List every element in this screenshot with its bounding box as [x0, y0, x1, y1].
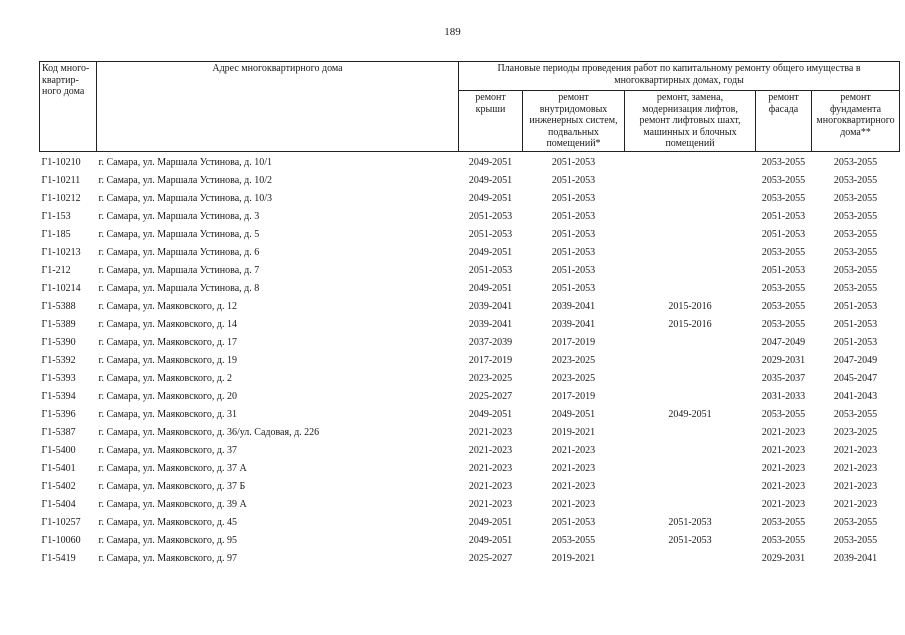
- cell-code: Г1-212: [41, 264, 71, 276]
- cell-lifts: [625, 262, 756, 280]
- header-code: Код много-квартир-ного дома: [40, 62, 97, 152]
- cell-code: Г1-10210: [41, 156, 81, 168]
- cell-address: г. Самара, ул. Маяковского, д. 37 Б: [98, 480, 246, 492]
- cell-lifts: [625, 208, 756, 226]
- cell-foundation: 2051-2053: [833, 318, 878, 330]
- cell-foundation: 2053-2055: [833, 534, 878, 546]
- cell-foundation: 2053-2055: [833, 228, 878, 240]
- cell-facade: 2021-2023: [761, 462, 806, 474]
- cell-roof: 2021-2023: [468, 426, 513, 438]
- cell-roof: 2021-2023: [468, 462, 513, 474]
- cell-foundation: 2053-2055: [833, 264, 878, 276]
- header-foundation: ремонт фундамента многоквартирного дома**: [812, 91, 900, 152]
- cell-code: Г1-5419: [41, 552, 76, 564]
- table-row: [40, 262, 900, 280]
- capital-repair-table: [39, 61, 900, 568]
- table-row: [40, 460, 900, 478]
- cell-roof: 2051-2053: [468, 210, 513, 222]
- cell-roof: 2049-2051: [468, 516, 513, 528]
- header-lifts: ремонт, замена, модернизация лифтов, ремонт лифтовых шахт, машинных и блочных помещений: [625, 91, 756, 152]
- cell-foundation: 2023-2025: [833, 426, 878, 438]
- table-row: [40, 151, 900, 172]
- cell-address: г. Самара, ул. Маяковского, д. 37 А: [98, 462, 247, 474]
- cell-lifts: [625, 334, 756, 352]
- header-roof: ремонт крыши: [459, 91, 523, 152]
- cell-roof: 2049-2051: [468, 174, 513, 186]
- cell-roof: 2025-2027: [468, 390, 513, 402]
- table-row: [40, 424, 900, 442]
- cell-roof: 2021-2023: [468, 480, 513, 492]
- cell-facade: 2053-2055: [761, 282, 806, 294]
- cell-roof: 2049-2051: [468, 282, 513, 294]
- cell-code: Г1-5393: [41, 372, 76, 384]
- cell-lifts: [625, 226, 756, 244]
- cell-roof: 2023-2025: [468, 372, 513, 384]
- cell-facade: 2053-2055: [761, 300, 806, 312]
- cell-lifts: [625, 478, 756, 496]
- cell-roof: 2039-2041: [468, 318, 513, 330]
- cell-facade: 2053-2055: [761, 192, 806, 204]
- cell-address: г. Самара, ул. Маяковского, д. 19: [98, 354, 237, 366]
- cell-lifts: 2051-2053: [668, 516, 712, 528]
- table-row: [40, 496, 900, 514]
- cell-foundation: 2051-2053: [833, 336, 878, 348]
- cell-foundation: 2021-2023: [833, 462, 878, 474]
- cell-foundation: 2021-2023: [833, 498, 878, 510]
- cell-foundation: 2053-2055: [833, 174, 878, 186]
- cell-address: г. Самара, ул. Маяковского, д. 14: [98, 318, 237, 330]
- table-row: [40, 370, 900, 388]
- cell-foundation: 2053-2055: [833, 156, 878, 168]
- cell-code: Г1-185: [41, 228, 71, 240]
- cell-lifts: [625, 388, 756, 406]
- cell-foundation: 2053-2055: [833, 246, 878, 258]
- cell-facade: 2047-2049: [761, 336, 806, 348]
- cell-facade: 2035-2037: [761, 372, 806, 384]
- cell-code: Г1-10214: [41, 282, 81, 294]
- cell-lifts: [625, 550, 756, 568]
- table-row: [40, 388, 900, 406]
- table-row: [40, 352, 900, 370]
- cell-facade: 2053-2055: [761, 246, 806, 258]
- table-row: [40, 280, 900, 298]
- cell-roof: 2051-2053: [468, 228, 513, 240]
- cell-foundation: 2053-2055: [833, 192, 878, 204]
- header-address: Адрес многоквартирного дома: [97, 62, 459, 152]
- cell-address: г. Самара, ул. Маршала Устинова, д. 8: [98, 282, 260, 294]
- table-row: [40, 316, 900, 334]
- cell-address: г. Самара, ул. Маяковского, д. 36/ул. Садовая, д. 226: [98, 426, 320, 438]
- cell-code: Г1-5404: [41, 498, 76, 510]
- cell-foundation: 2053-2055: [833, 282, 878, 294]
- cell-foundation: 2041-2043: [833, 390, 878, 402]
- cell-facade: 2053-2055: [761, 408, 806, 420]
- cell-foundation: 2021-2023: [833, 480, 878, 492]
- cell-code: Г1-10213: [41, 246, 81, 258]
- cell-engineering: 2023-2025: [551, 354, 596, 366]
- cell-code: Г1-5387: [41, 426, 76, 438]
- cell-engineering: 2039-2041: [551, 318, 596, 330]
- cell-address: г. Самара, ул. Маршала Устинова, д. 10/2: [98, 174, 273, 186]
- cell-engineering: 2053-2055: [551, 534, 596, 546]
- header-engineering: ремонт внутридомовых инженерных систем, подвальных помещений*: [523, 91, 625, 152]
- cell-lifts: [625, 280, 756, 298]
- cell-foundation: 2053-2055: [833, 516, 878, 528]
- cell-engineering: 2039-2041: [551, 300, 596, 312]
- cell-roof: 2049-2051: [468, 408, 513, 420]
- cell-lifts: [625, 424, 756, 442]
- cell-roof: 2037-2039: [468, 336, 513, 348]
- cell-engineering: 2017-2019: [551, 336, 596, 348]
- cell-code: Г1-10211: [41, 174, 81, 186]
- cell-roof: 2049-2051: [468, 192, 513, 204]
- table-row: [40, 226, 900, 244]
- cell-address: г. Самара, ул. Маяковского, д. 97: [98, 552, 237, 564]
- cell-roof: 2049-2051: [468, 534, 513, 546]
- cell-code: Г1-5388: [41, 300, 76, 312]
- table-row: [40, 172, 900, 190]
- cell-engineering: 2021-2023: [551, 480, 596, 492]
- cell-engineering: 2051-2053: [551, 516, 596, 528]
- cell-lifts: 2049-2051: [668, 408, 712, 420]
- cell-lifts: [625, 190, 756, 208]
- cell-engineering: 2051-2053: [551, 192, 596, 204]
- cell-facade: 2051-2053: [761, 264, 806, 276]
- cell-roof: 2039-2041: [468, 300, 513, 312]
- cell-roof: 2051-2053: [468, 264, 513, 276]
- cell-lifts: [625, 496, 756, 514]
- cell-engineering: 2023-2025: [551, 372, 596, 384]
- cell-address: г. Самара, ул. Маршала Устинова, д. 3: [98, 210, 260, 222]
- cell-code: Г1-5394: [41, 390, 76, 402]
- table-row: [40, 244, 900, 262]
- cell-address: г. Самара, ул. Маршала Устинова, д. 10/1: [98, 156, 273, 168]
- cell-engineering: 2051-2053: [551, 156, 596, 168]
- cell-lifts: [625, 244, 756, 262]
- cell-engineering: 2051-2053: [551, 228, 596, 240]
- cell-facade: 2021-2023: [761, 426, 806, 438]
- cell-facade: 2053-2055: [761, 534, 806, 546]
- cell-roof: 2017-2019: [468, 354, 513, 366]
- cell-engineering: 2051-2053: [551, 210, 596, 222]
- cell-address: г. Самара, ул. Маяковского, д. 39 А: [98, 498, 247, 510]
- page-number: 189: [444, 26, 461, 38]
- table-row: [40, 478, 900, 496]
- cell-foundation: 2047-2049: [833, 354, 878, 366]
- cell-facade: 2029-2031: [761, 552, 806, 564]
- cell-facade: 2021-2023: [761, 444, 806, 456]
- cell-engineering: 2021-2023: [551, 498, 596, 510]
- cell-code: Г1-10060: [41, 534, 81, 546]
- table-row: [40, 298, 900, 316]
- cell-lifts: [625, 370, 756, 388]
- cell-lifts: 2015-2016: [668, 318, 712, 330]
- cell-foundation: 2021-2023: [833, 444, 878, 456]
- table-row: [40, 190, 900, 208]
- cell-code: Г1-5396: [41, 408, 76, 420]
- cell-facade: 2021-2023: [761, 498, 806, 510]
- cell-foundation: 2045-2047: [833, 372, 878, 384]
- cell-lifts: [625, 352, 756, 370]
- cell-code: Г1-5402: [41, 480, 76, 492]
- cell-foundation: 2051-2053: [833, 300, 878, 312]
- cell-lifts: [625, 460, 756, 478]
- cell-address: г. Самара, ул. Маяковского, д. 2: [98, 372, 232, 384]
- cell-code: Г1-10257: [41, 516, 81, 528]
- table-row: [40, 514, 900, 532]
- cell-roof: 2049-2051: [468, 156, 513, 168]
- cell-roof: 2021-2023: [468, 444, 513, 456]
- cell-lifts: 2051-2053: [668, 534, 712, 546]
- cell-facade: 2051-2053: [761, 228, 806, 240]
- cell-engineering: 2051-2053: [551, 282, 596, 294]
- cell-lifts: [625, 442, 756, 460]
- cell-engineering: 2021-2023: [551, 444, 596, 456]
- table-row: [40, 550, 900, 568]
- table-row: [40, 442, 900, 460]
- cell-code: Г1-153: [41, 210, 71, 222]
- cell-facade: 2053-2055: [761, 516, 806, 528]
- header-periods-group: Плановые периоды проведения работ по капитальному ремонту общего имущества в многоквартирных домах, годы: [459, 62, 900, 91]
- cell-lifts: [625, 172, 756, 190]
- cell-roof: 2021-2023: [468, 498, 513, 510]
- cell-engineering: 2051-2053: [551, 246, 596, 258]
- cell-engineering: 2021-2023: [551, 462, 596, 474]
- table-row: [40, 406, 900, 424]
- cell-address: г. Самара, ул. Маршала Устинова, д. 7: [98, 264, 260, 276]
- cell-engineering: 2051-2053: [551, 174, 596, 186]
- cell-roof: 2049-2051: [468, 246, 513, 258]
- cell-foundation: 2053-2055: [833, 210, 878, 222]
- cell-facade: 2051-2053: [761, 210, 806, 222]
- cell-code: Г1-5392: [41, 354, 76, 366]
- table-row: [40, 334, 900, 352]
- cell-lifts: 2015-2016: [668, 300, 712, 312]
- table-body: [40, 151, 900, 568]
- cell-code: Г1-10212: [41, 192, 81, 204]
- cell-code: Г1-5389: [41, 318, 76, 330]
- cell-facade: 2029-2031: [761, 354, 806, 366]
- header-facade: ремонт фасада: [756, 91, 812, 152]
- cell-address: г. Самара, ул. Маяковского, д. 31: [98, 408, 237, 420]
- table-row: [40, 532, 900, 550]
- cell-address: г. Самара, ул. Маршала Устинова, д. 10/3: [98, 192, 273, 204]
- cell-address: г. Самара, ул. Маяковского, д. 12: [98, 300, 237, 312]
- cell-engineering: 2019-2021: [551, 426, 596, 438]
- cell-roof: 2025-2027: [468, 552, 513, 564]
- cell-address: г. Самара, ул. Маяковского, д. 95: [98, 534, 237, 546]
- cell-facade: 2053-2055: [761, 156, 806, 168]
- cell-foundation: 2039-2041: [833, 552, 878, 564]
- cell-code: Г1-5401: [41, 462, 76, 474]
- cell-facade: 2021-2023: [761, 480, 806, 492]
- cell-lifts: [625, 151, 756, 172]
- cell-engineering: 2051-2053: [551, 264, 596, 276]
- cell-address: г. Самара, ул. Маяковского, д. 20: [98, 390, 237, 402]
- cell-foundation: 2053-2055: [833, 408, 878, 420]
- cell-facade: 2031-2033: [761, 390, 806, 402]
- cell-address: г. Самара, ул. Маршала Устинова, д. 5: [98, 228, 260, 240]
- cell-engineering: 2017-2019: [551, 390, 596, 402]
- cell-facade: 2053-2055: [761, 318, 806, 330]
- cell-code: Г1-5390: [41, 336, 76, 348]
- cell-address: г. Самара, ул. Маяковского, д. 37: [98, 444, 237, 456]
- cell-address: г. Самара, ул. Маяковского, д. 17: [98, 336, 237, 348]
- cell-code: Г1-5400: [41, 444, 76, 456]
- cell-engineering: 2049-2051: [551, 408, 596, 420]
- cell-address: г. Самара, ул. Маршала Устинова, д. 6: [98, 246, 260, 258]
- cell-address: г. Самара, ул. Маяковского, д. 45: [98, 516, 237, 528]
- cell-engineering: 2019-2021: [551, 552, 596, 564]
- table-row: [40, 208, 900, 226]
- cell-facade: 2053-2055: [761, 174, 806, 186]
